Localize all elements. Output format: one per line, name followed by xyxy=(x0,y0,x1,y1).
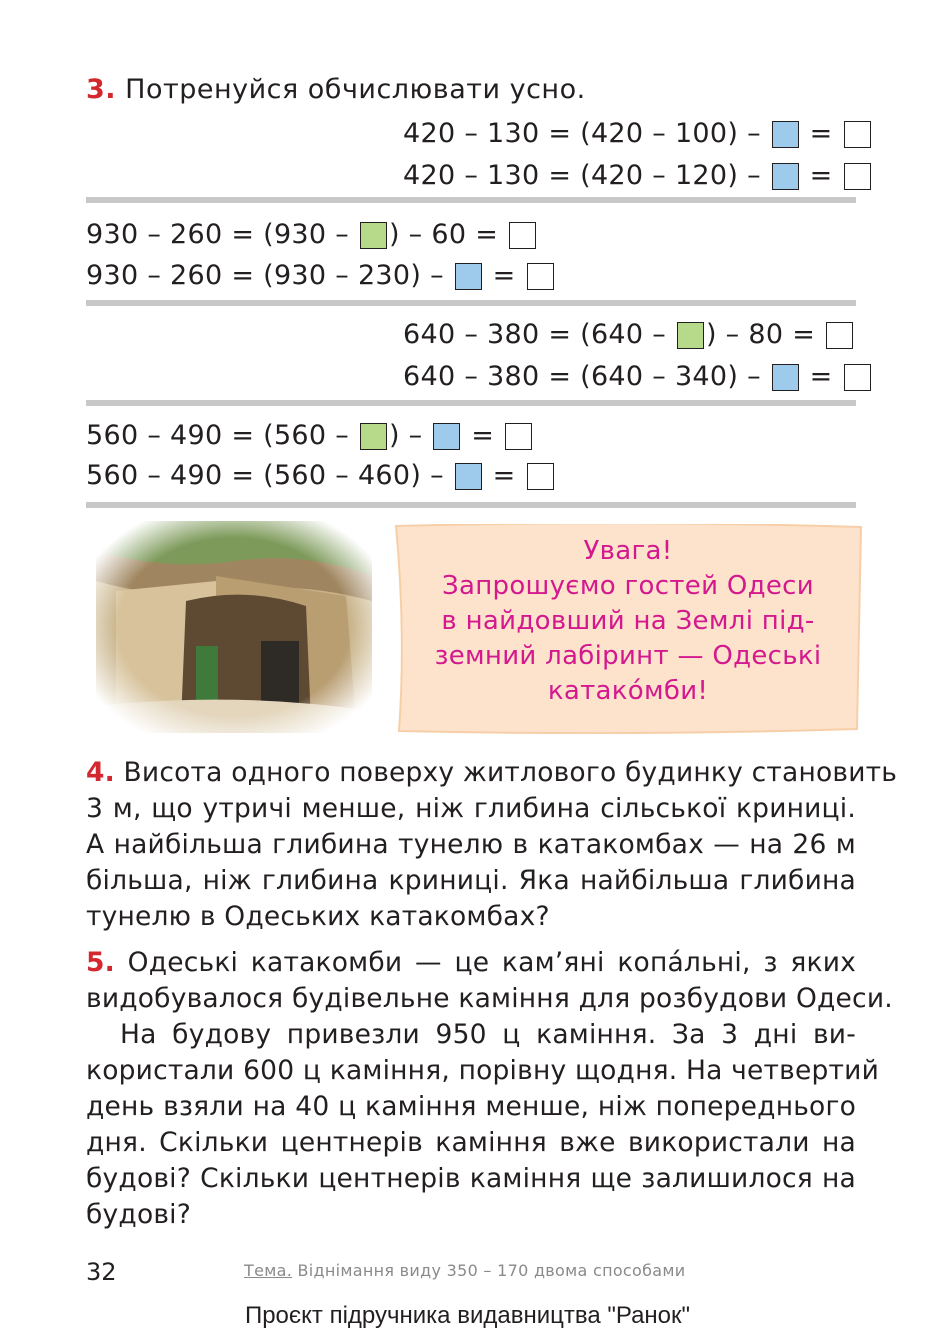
task-5-line: день взяли на 40 ц каміння менше, ніж попереднього xyxy=(86,1091,856,1122)
task-4-line: Висота одного поверху житлового будинку становить xyxy=(123,757,898,788)
blue-box xyxy=(772,163,799,190)
answer-box xyxy=(505,423,532,450)
equation-row xyxy=(86,215,538,255)
equation-text: ) – 80 = xyxy=(705,319,825,350)
task-5 xyxy=(86,945,893,1233)
task-4-line: 3 м, що утричі менше, ніж глибина сільської криниці. xyxy=(86,793,856,824)
equation-row xyxy=(403,156,873,196)
equation-text: = xyxy=(800,160,842,191)
equation-text: 640 – 380 = (640 – 340) – xyxy=(403,361,770,392)
equation-row xyxy=(86,416,534,456)
equation-text: 640 – 380 = (640 – xyxy=(403,319,675,350)
green-box xyxy=(677,322,704,349)
task-5-line: будові? Скільки центнерів каміння ще залишилося на xyxy=(86,1163,856,1194)
topic-label: Тема. xyxy=(244,1261,293,1280)
blue-box xyxy=(772,121,799,148)
equation-text: = xyxy=(800,361,842,392)
separator-line xyxy=(86,502,856,508)
separator-line xyxy=(86,300,856,306)
equation-text: = xyxy=(483,460,525,491)
task-4-number: 4. xyxy=(86,757,115,788)
notice-line: Увага! xyxy=(583,536,673,566)
task-4 xyxy=(86,755,898,935)
answer-box xyxy=(826,322,853,349)
task-5-line: Одеські катакомби — це кам’яні копа́льні, з яких xyxy=(127,947,856,978)
project-caption: Проєкт підручника видавництва "Ранок" xyxy=(244,1302,691,1329)
notice-line: катако́мби! xyxy=(547,676,709,706)
equation-text: = xyxy=(800,118,842,149)
task-4-line: більша, ніж глибина криниці. Яка найбільша глибина xyxy=(86,865,856,896)
answer-box xyxy=(527,463,554,490)
task-5-line: будові? xyxy=(86,1199,192,1230)
equation-row xyxy=(403,114,873,154)
blue-box xyxy=(455,263,482,290)
task-5-line: видобувалося будівельне каміння для розбудови Одеси. xyxy=(86,983,893,1014)
separator-line xyxy=(86,400,856,406)
blue-box xyxy=(455,463,482,490)
task-3-number: 3. xyxy=(86,74,117,105)
notice-line: земний лабіринт — Одеські xyxy=(434,641,822,671)
equation-row xyxy=(86,256,556,296)
task-3-heading xyxy=(86,74,586,105)
task-3-title: Потренуйся обчислювати усно. xyxy=(125,74,586,105)
equation-text: 420 – 130 = (420 – 120) – xyxy=(403,160,770,191)
answer-box xyxy=(844,364,871,391)
notice-text xyxy=(408,534,848,709)
equation-row xyxy=(403,357,873,397)
equation-row xyxy=(86,456,556,496)
answer-box xyxy=(844,121,871,148)
equation-text: = xyxy=(483,260,525,291)
notice-line: Запрошуємо гостей Одеси xyxy=(442,571,814,601)
equation-text: 560 – 490 = (560 – 460) – xyxy=(86,460,453,491)
equation-text: 560 – 490 = (560 – xyxy=(86,420,358,451)
equation-text: 420 – 130 = (420 – 100) – xyxy=(403,118,770,149)
page-number: 32 xyxy=(86,1258,117,1286)
task-5-line: користали 600 ц каміння, порівну щодня. На четвертий xyxy=(86,1055,879,1086)
answer-box xyxy=(527,263,554,290)
task-4-line: тунелю в Одеських катакомбах? xyxy=(86,901,550,932)
task-5-line: дня. Скільки центнерів каміння вже використали на xyxy=(86,1127,856,1158)
equation-row xyxy=(403,315,855,355)
topic-text: Віднімання виду 350 – 170 двома способами xyxy=(297,1261,686,1280)
task-4-line: А найбільша глибина тунелю в катакомбах — на 26 м xyxy=(86,829,856,860)
equation-text: = xyxy=(462,420,504,451)
green-box xyxy=(360,222,387,249)
separator-line xyxy=(86,197,856,203)
blue-box xyxy=(772,364,799,391)
answer-box xyxy=(844,163,871,190)
blue-box xyxy=(433,423,460,450)
equation-text: ) – 60 = xyxy=(388,219,508,250)
answer-box xyxy=(509,222,536,249)
task-5-line: На будову привезли 950 ц каміння. За 3 дні ви- xyxy=(120,1019,856,1050)
equation-text: ) – xyxy=(388,420,432,451)
notice-line: в найдовший на Землі під- xyxy=(441,606,815,636)
footer-topic xyxy=(244,1261,685,1280)
task-5-number: 5. xyxy=(86,947,115,978)
equation-text: 930 – 260 = (930 – xyxy=(86,219,358,250)
catacomb-photo xyxy=(96,521,372,733)
green-box xyxy=(360,423,387,450)
equation-text: 930 – 260 = (930 – 230) – xyxy=(86,260,453,291)
